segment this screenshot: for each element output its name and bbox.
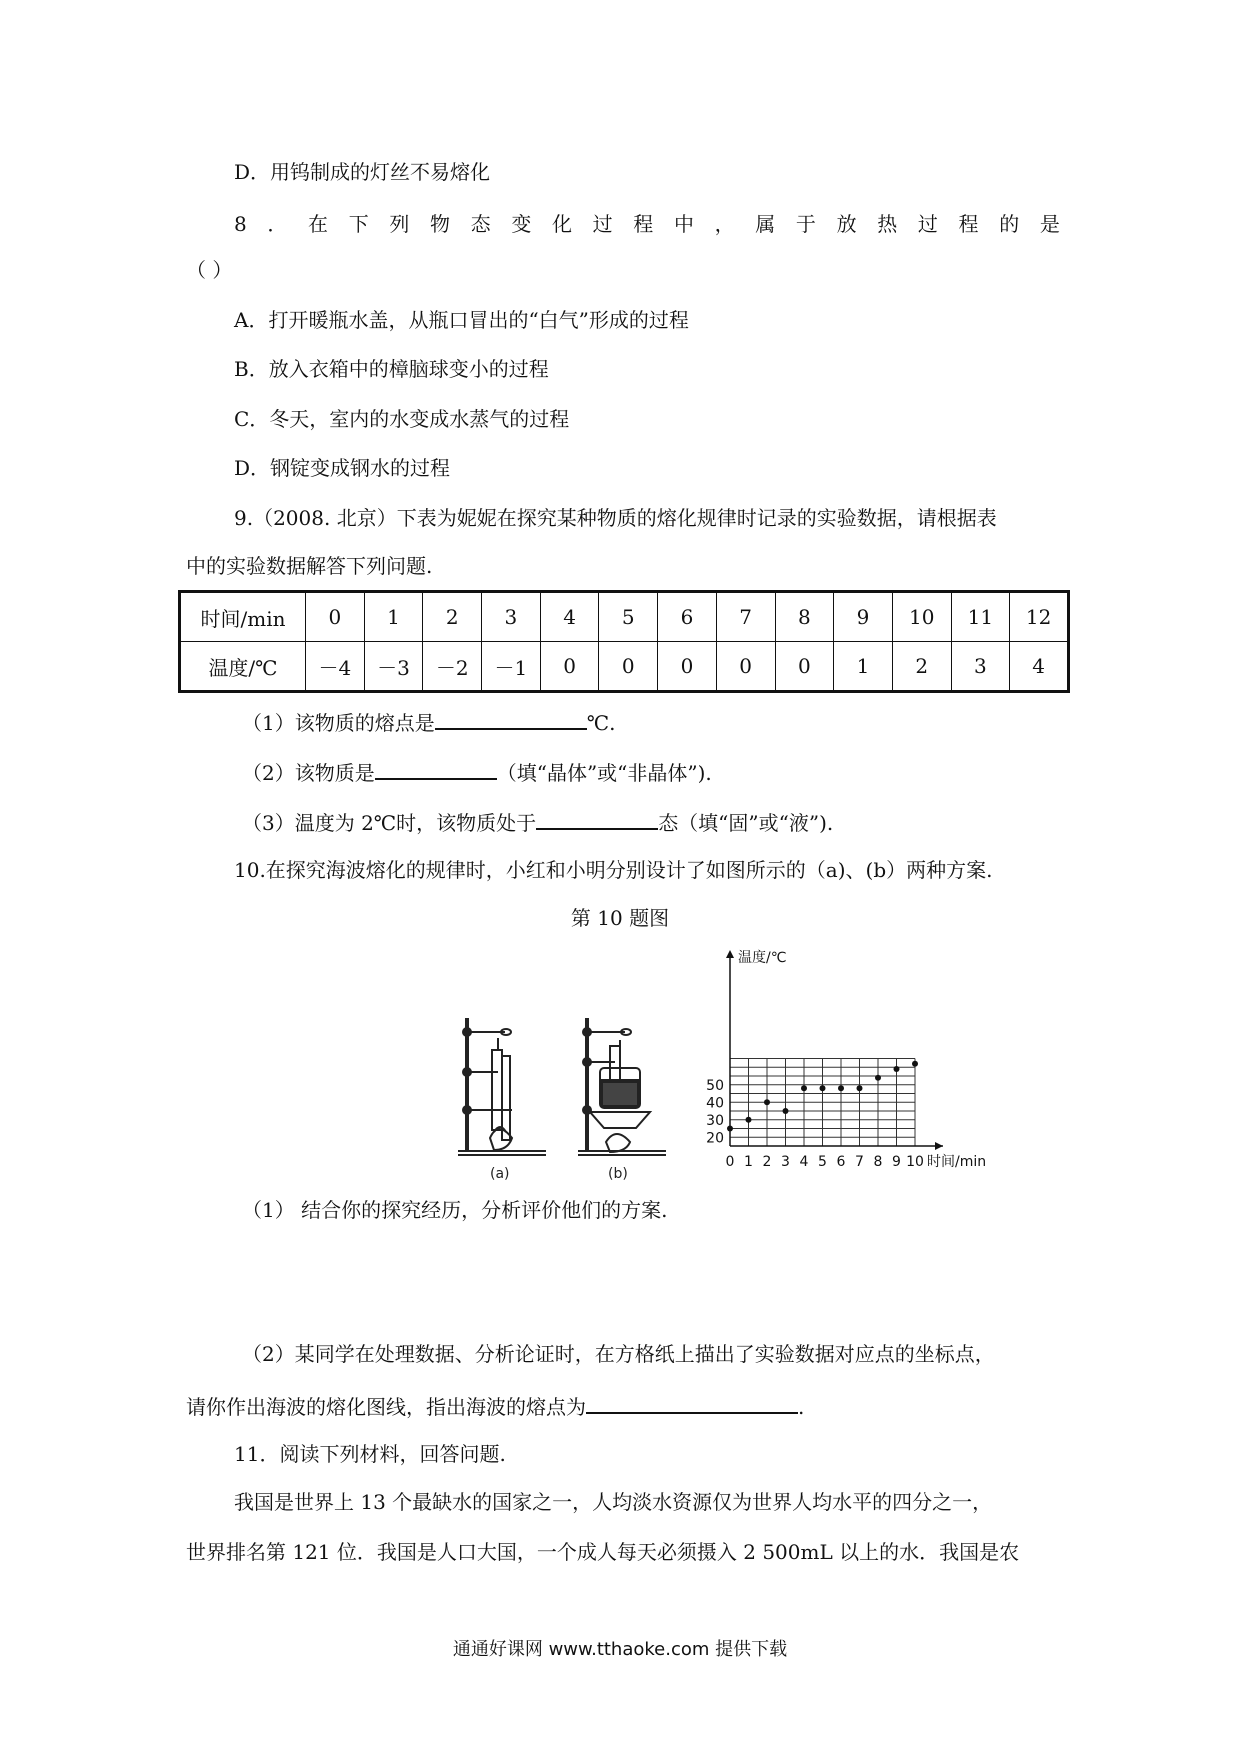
- table-cell-temperature: －4: [306, 642, 365, 692]
- q8-option-c: C．冬天，室内的水变成水蒸气的过程: [234, 407, 570, 431]
- apparatus-a-label: (a): [490, 1166, 510, 1182]
- q11-passage-line2: 世界排名第 121 位．我国是人口大国，一个成人每天必须摄入 2 500mL 以上的水．我国是农: [186, 1540, 1020, 1564]
- x-tick-label: 4: [799, 1154, 809, 1170]
- q8-char: 是: [1039, 212, 1060, 236]
- q8-char: 化: [551, 212, 572, 236]
- q8-char: 过: [592, 212, 613, 236]
- q8-char: 放: [836, 212, 857, 236]
- apparatus-b-label: (b): [608, 1166, 628, 1182]
- table-header-temperature: 温度/℃: [180, 642, 306, 692]
- answer-blank-melting-point[interactable]: [435, 706, 587, 730]
- q8-question-line: [234, 210, 1060, 238]
- melting-chart: [700, 946, 1010, 1186]
- q10-sub2-period: .: [798, 1395, 805, 1419]
- q8-char: 程: [633, 212, 654, 236]
- q8-char: 程: [958, 212, 979, 236]
- table-cell-time: 12: [1010, 592, 1069, 642]
- x-tick-label: 9: [892, 1154, 901, 1170]
- table-cell-time: 1: [364, 592, 423, 642]
- data-point: [838, 1085, 844, 1091]
- table-cell-temperature: －3: [364, 642, 423, 692]
- q10-sub2-text: 请你作出海波的熔化图线，指出海波的熔点为: [186, 1395, 586, 1419]
- table-cell-time: 11: [951, 592, 1010, 642]
- q8-char: 过: [917, 212, 938, 236]
- table-cell-time: 10: [892, 592, 951, 642]
- x-axis-arrow: [935, 1142, 943, 1150]
- q8-char: ．: [267, 212, 288, 236]
- data-point: [820, 1085, 826, 1091]
- q8-char: 态: [470, 212, 491, 236]
- table-cell-time: 6: [658, 592, 717, 642]
- q11-passage-line1: 我国是世界上 13 个最缺水的国家之一，人均淡水资源仅为世界人均水平的四分之一，: [234, 1490, 993, 1514]
- q8-char: 8: [234, 212, 247, 236]
- q7-option-d: D．用钨制成的灯丝不易熔化: [234, 160, 491, 184]
- q8-answer-paren: （ ）: [186, 258, 233, 282]
- table-cell-time: 0: [306, 592, 365, 642]
- table-row-time: [180, 592, 1069, 642]
- y-axis-label: 温度/℃: [738, 950, 787, 966]
- q8-char: 热: [877, 212, 898, 236]
- data-point: [746, 1117, 752, 1123]
- table-cell-temperature: 0: [658, 642, 717, 692]
- table-cell-temperature: 0: [775, 642, 834, 692]
- data-point: [727, 1126, 733, 1132]
- table-row-temperature: [180, 642, 1069, 692]
- q9-sub1-text: （1）该物质的熔点是: [242, 711, 435, 735]
- x-tick-label: 6: [836, 1154, 846, 1170]
- x-tick-label: 8: [873, 1154, 883, 1170]
- x-tick-label: 7: [855, 1154, 864, 1170]
- q10-sub1: （1） 结合你的探究经历，分析评价他们的方案.: [242, 1198, 668, 1222]
- y-tick-label: 20: [706, 1130, 724, 1147]
- table-cell-temperature: 2: [892, 642, 951, 692]
- y-tick-label: 30: [706, 1112, 724, 1129]
- table-cell-temperature: 1: [834, 642, 893, 692]
- data-point: [875, 1075, 881, 1081]
- q8-char: 下: [348, 212, 369, 236]
- q8-char: 列: [389, 212, 410, 236]
- data-point: [912, 1061, 918, 1067]
- q8-char: 属: [755, 212, 776, 236]
- x-tick-label: 1: [744, 1154, 753, 1170]
- table-cell-time: 7: [716, 592, 775, 642]
- table-cell-temperature: 4: [1010, 642, 1069, 692]
- q9-sub1: [242, 706, 615, 737]
- answer-blank-state[interactable]: [536, 806, 658, 830]
- q8-option-d: D．钢锭变成钢水的过程: [234, 456, 451, 480]
- table-cell-time: 3: [482, 592, 541, 642]
- q10-sub2-line2: [186, 1390, 804, 1421]
- answer-blank-hypo-melting-point[interactable]: [586, 1390, 798, 1414]
- data-point: [764, 1099, 770, 1105]
- q8-char: 变: [511, 212, 532, 236]
- answer-blank-crystal[interactable]: [375, 756, 497, 780]
- table-cell-time: 9: [834, 592, 893, 642]
- q9-intro-line1: 9.（2008. 北京）下表为妮妮在探究某种物质的熔化规律时记录的实验数据，请根据表: [234, 506, 997, 530]
- apparatus-illustration: [450, 1010, 720, 1182]
- q8-option-a: A．打开暖瓶水盖，从瓶口冒出的“白气”形成的过程: [234, 308, 689, 332]
- table-cell-temperature: －1: [482, 642, 541, 692]
- y-axis-arrow: [726, 950, 734, 958]
- data-table: [178, 590, 1070, 693]
- q8-char: 中: [673, 212, 694, 236]
- table-cell-temperature: －2: [423, 642, 482, 692]
- q9-sub3-hint: 态（填“固”或“液”).: [658, 811, 834, 835]
- apparatus-b: [578, 1018, 666, 1155]
- q9-intro-line2: 中的实验数据解答下列问题.: [186, 554, 433, 578]
- q10-sub2-line1: （2）某同学在处理数据、分析论证时，在方格纸上描出了实验数据对应点的坐标点，: [242, 1342, 995, 1366]
- table-cell-temperature: 0: [716, 642, 775, 692]
- q9-sub3: [242, 806, 833, 837]
- x-tick-label: 3: [781, 1154, 790, 1170]
- q10-intro: 10.在探究海波熔化的规律时，小红和小明分别设计了如图所示的（a)、(b）两种方案.: [234, 858, 993, 882]
- q9-sub3-text: （3）温度为 2℃时，该物质处于: [242, 811, 537, 835]
- apparatus-a: [458, 1018, 546, 1155]
- q9-sub2: [242, 756, 712, 787]
- y-tick-label: 50: [706, 1077, 724, 1094]
- footer-credit: 通通好课网 www.tthaoke.com 提供下载: [452, 1639, 788, 1660]
- q8-option-b: B．放入衣箱中的樟脑球变小的过程: [234, 357, 549, 381]
- y-tick-label: 40: [706, 1095, 724, 1112]
- data-point: [894, 1066, 900, 1072]
- q9-sub2-text: （2）该物质是: [242, 761, 375, 785]
- q8-char: 物: [430, 212, 451, 236]
- table-cell-time: 8: [775, 592, 834, 642]
- table-cell-time: 5: [599, 592, 658, 642]
- q8-char: 于: [795, 212, 816, 236]
- x-tick-label: 0: [725, 1154, 735, 1170]
- table-cell-time: 4: [540, 592, 599, 642]
- q11-intro: 11．阅读下列材料，回答问题.: [234, 1442, 506, 1466]
- table-cell-temperature: 0: [540, 642, 599, 692]
- figure-caption: 第 10 题图: [570, 906, 670, 930]
- x-tick-label: 10: [906, 1154, 924, 1170]
- data-point: [783, 1108, 789, 1114]
- x-tick-label: 2: [762, 1154, 772, 1170]
- q9-sub1-unit: ℃.: [586, 711, 616, 735]
- table-header-time: 时间/min: [180, 592, 306, 642]
- x-axis-label: 时间/min: [927, 1154, 987, 1170]
- q8-char: 在: [308, 212, 329, 236]
- data-point: [857, 1085, 863, 1091]
- table-cell-temperature: 3: [951, 642, 1010, 692]
- x-tick-label: 5: [818, 1154, 827, 1170]
- q8-char: ，: [714, 212, 735, 236]
- table-cell-time: 2: [423, 592, 482, 642]
- data-point: [801, 1085, 807, 1091]
- q8-char: 的: [999, 212, 1020, 236]
- table-cell-temperature: 0: [599, 642, 658, 692]
- q9-sub2-hint: （填“晶体”或“非晶体”).: [496, 761, 712, 785]
